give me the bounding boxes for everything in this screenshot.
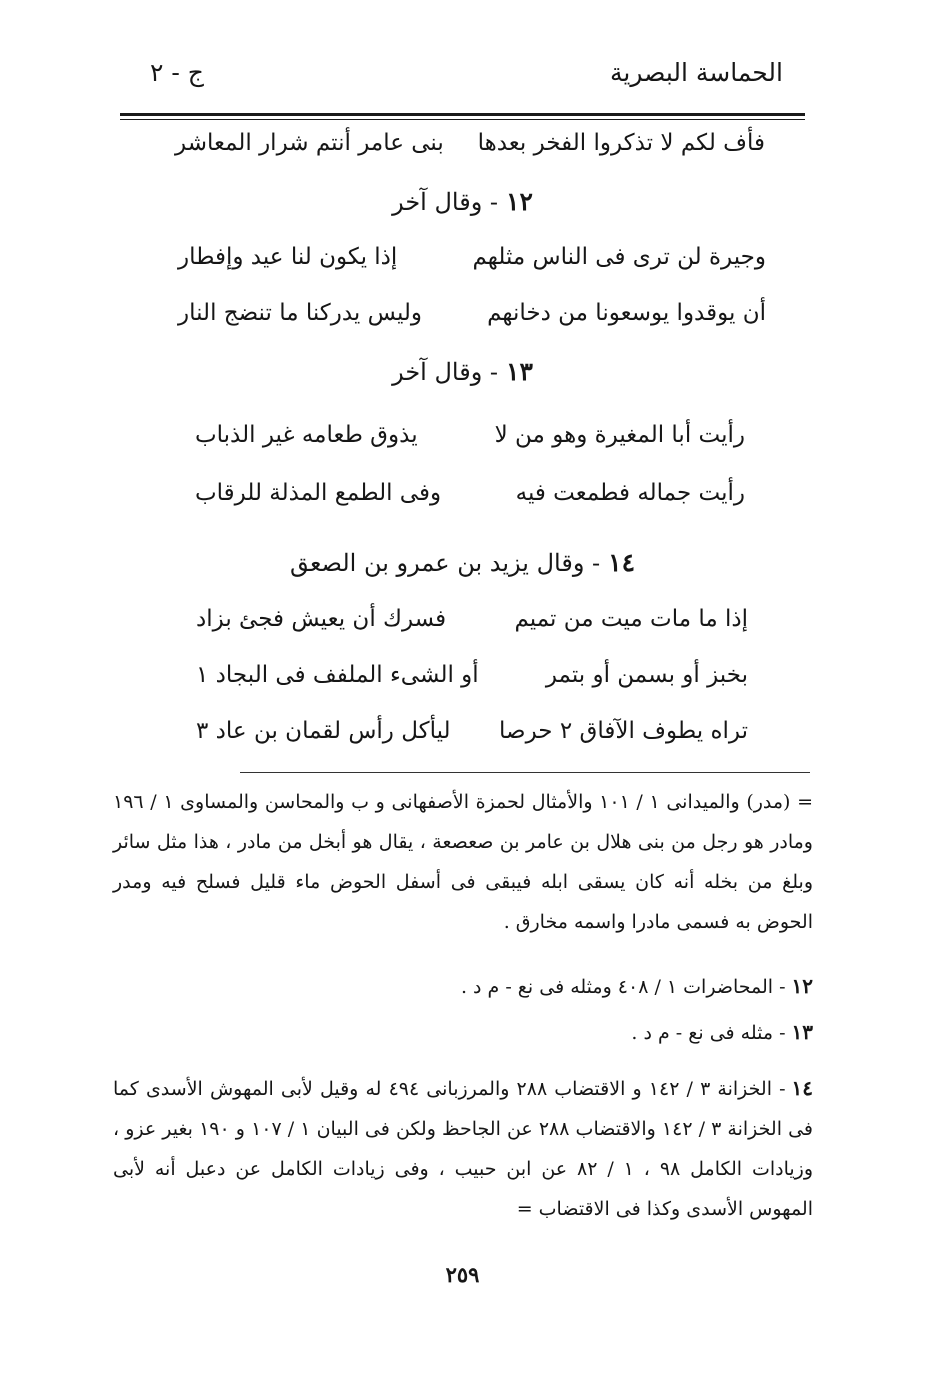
section-number: ١٢ <box>506 187 533 216</box>
header-rule-thick <box>120 113 805 116</box>
hemistich-left: وفى الطمع المذلة للرقاب <box>195 480 442 506</box>
page-number: ٢٥٩ <box>445 1262 480 1287</box>
hemistich-left: إذا يكون لنا عيد وإفطار <box>178 244 398 270</box>
hemistich-right: تراه يطوف الآفاق ٢ حرصا <box>499 718 748 744</box>
hemistich-left: بنى عامر أنتم شرار المعاشر <box>175 130 444 156</box>
section-title: - وقال آخر <box>392 358 499 386</box>
footnote-12 <box>461 974 813 998</box>
hemistich-left: أو الشىء الملفف فى البجاد ١ <box>196 662 479 688</box>
footnote-number: ١٤ <box>791 1076 813 1100</box>
footnote-13 <box>631 1020 813 1044</box>
volume-label: ج - ٢ <box>150 58 204 87</box>
verse-line <box>196 662 748 702</box>
section-number: ١٤ <box>608 548 636 577</box>
hemistich-left: يذوق طعامه غير الذباب <box>195 422 418 448</box>
hemistich-left: ليأكل رأس لقمان بن عاد ٣ <box>196 718 451 744</box>
verse-line <box>175 130 765 170</box>
section-title: - وقال يزيد بن عمرو بن الصعق <box>289 549 601 577</box>
hemistich-right: بخبز أو بسمن أو بتمر <box>545 662 748 688</box>
footnote-separator <box>240 772 810 773</box>
footnote-text: - مثله فى نع - م د . <box>631 1022 786 1044</box>
verse-line <box>178 300 766 340</box>
verse-line <box>196 718 748 758</box>
hemistich-right: فأف لكم لا تذكروا الفخر بعدها <box>477 130 765 156</box>
section-title: - وقال آخر <box>392 188 499 216</box>
footnote-14 <box>113 1068 813 1229</box>
verse-line <box>195 422 745 462</box>
hemistich-left: وليس يدركنا ما تنضج النار <box>178 300 423 326</box>
footnote-number: ١٢ <box>791 974 813 998</box>
verse-line <box>178 244 766 284</box>
hemistich-right: أن يوقدوا يوسعونا من دخانهم <box>487 300 766 326</box>
footnote-continuation: = (مدر) والميدانى ١ / ١٠١ والأمثال لحمزة الأصفهانى و ب والمحاسن والمساوى ١ / ١٩٦ ومادر هو رجل من بنى هلال بن عامر بن صعصعة ، يقال هو أبخل من مادر ، هذا مثل سائر وبلغ من بخله أنه كان يسقى ابله فيبقى فى أسفل الحوض ماء قليل فسلح فيه ومدر الحوض به فسمى مادرا واسمه مخارق . <box>113 791 814 933</box>
hemistich-right: رأيت جماله فطمعت فيه <box>515 480 745 506</box>
footnote-text: - الخزانة ٣ / ١٤٢ و الاقتضاب ٢٨٨ والمرزبانى ٤٩٤ له وقيل لأبى المهوش الأسدى كما فى الخزانة ٣ / ١٤٢ والاقتضاب ٢٨٨ عن الجاحظ ولكن فى البيان ١ / ١٠٧ و ١٩٠ بغير عزو ، وزيادات الكامل ٩٨ ، ١ / ٨٢ عن ابن حبيب ، وفى زيادات الكامل عن دعبل أنه لأبى المهوس الأسدى وكذا فى الاقتضاب = <box>113 1078 813 1220</box>
section-heading-12 <box>0 187 925 216</box>
section-heading-13 <box>0 357 925 386</box>
verse-line <box>195 480 745 520</box>
section-heading-14 <box>0 548 925 577</box>
hemistich-left: فسرك أن يعيش فجئ بزاد <box>196 606 447 632</box>
running-title: الحماسة البصرية <box>609 58 783 87</box>
footnote-number: ١٣ <box>791 1020 813 1044</box>
hemistich-right: رأيت أبا المغيرة وهو من لا <box>494 422 745 448</box>
hemistich-right: وجيرة لن ترى فى الناس مثلهم <box>472 244 766 270</box>
verse-line <box>196 606 748 646</box>
section-number: ١٣ <box>506 357 533 386</box>
header-rule-thin <box>120 119 805 120</box>
footnote-text: - المحاضرات ١ / ٤٠٨ ومثله فى نع - م د . <box>460 976 786 998</box>
hemistich-right: إذا ما مات ميت من تميم <box>514 606 748 632</box>
